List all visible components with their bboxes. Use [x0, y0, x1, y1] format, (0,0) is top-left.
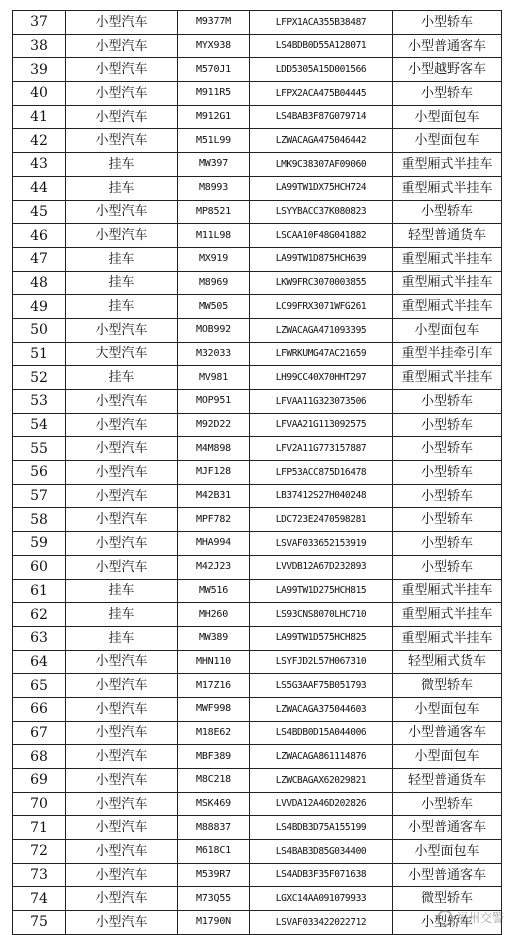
vehicle-type: 挂车: [66, 271, 178, 295]
table-row: [13, 674, 502, 698]
vin-number: LSYYBACC37K080823: [250, 200, 393, 224]
vehicle-type: 小型汽车: [66, 721, 178, 745]
row-number: 51: [13, 342, 66, 366]
vin-number: LZWCBAGAX62029821: [250, 769, 393, 793]
table-row: [13, 911, 502, 935]
plate-number: M1790N: [178, 911, 250, 935]
vehicle-model: 小型普通客车: [393, 863, 502, 887]
plate-number: MOP951: [178, 390, 250, 414]
row-number: 73: [13, 863, 66, 887]
vehicle-type: 小型汽车: [66, 863, 178, 887]
vehicle-type: 小型汽车: [66, 697, 178, 721]
vehicle-type: 小型汽车: [66, 745, 178, 769]
plate-number: M9377M: [178, 11, 250, 35]
row-number: 49: [13, 295, 66, 319]
vin-number: LVVDB12A67D232893: [250, 555, 393, 579]
vehicle-model: 小型轿车: [393, 200, 502, 224]
table-row: [13, 153, 502, 177]
vehicle-model: 重型厢式半挂车: [393, 579, 502, 603]
vehicle-model: 重型厢式半挂车: [393, 247, 502, 271]
plate-number: M539R7: [178, 863, 250, 887]
row-number: 43: [13, 153, 66, 177]
plate-number: MHN110: [178, 650, 250, 674]
table-row: [13, 247, 502, 271]
vehicle-model: 小型轿车: [393, 792, 502, 816]
vehicle-type: 大型汽车: [66, 342, 178, 366]
row-number: 44: [13, 176, 66, 200]
vehicle-type: 小型汽车: [66, 318, 178, 342]
vehicle-model: 小型面包车: [393, 105, 502, 129]
vehicle-model: 轻型厢式货车: [393, 650, 502, 674]
vin-number: LS4BDB0D15A044006: [250, 721, 393, 745]
vehicle-type: 小型汽车: [66, 461, 178, 485]
row-number: 41: [13, 105, 66, 129]
vin-number: LSCAA10F48G041882: [250, 224, 393, 248]
vin-number: LVVDA12A46D202826: [250, 792, 393, 816]
row-number: 58: [13, 508, 66, 532]
row-number: 42: [13, 129, 66, 153]
vin-number: LZWACAGA471093395: [250, 318, 393, 342]
vehicle-model: 重型厢式半挂车: [393, 603, 502, 627]
table-row: [13, 200, 502, 224]
vehicle-type: 小型汽车: [66, 34, 178, 58]
plate-number: M8993: [178, 176, 250, 200]
weibo-icon: [437, 910, 453, 926]
vehicle-type: 小型汽车: [66, 887, 178, 911]
vehicle-type: 小型汽车: [66, 532, 178, 556]
vehicle-type: 小型汽车: [66, 816, 178, 840]
table-row: [13, 508, 502, 532]
plate-number: M570J1: [178, 58, 250, 82]
vin-number: LMK9C38307AF09060: [250, 153, 393, 177]
row-number: 46: [13, 224, 66, 248]
vehicle-model: 重型厢式半挂车: [393, 626, 502, 650]
plate-number: M32033: [178, 342, 250, 366]
table-row: [13, 318, 502, 342]
vehicle-type: 挂车: [66, 366, 178, 390]
vehicle-type: 小型汽车: [66, 105, 178, 129]
vehicle-model: 轻型普通货车: [393, 224, 502, 248]
row-number: 64: [13, 650, 66, 674]
row-number: 74: [13, 887, 66, 911]
vehicle-model: 重型厢式半挂车: [393, 153, 502, 177]
vehicle-type: 小型汽车: [66, 129, 178, 153]
table-row: [13, 34, 502, 58]
table-row: [13, 650, 502, 674]
vin-number: LFV2A11G773157887: [250, 437, 393, 461]
plate-number: MP8521: [178, 200, 250, 224]
vin-number: LC99FRX3071WFG261: [250, 295, 393, 319]
table-row: [13, 82, 502, 106]
row-number: 66: [13, 697, 66, 721]
row-number: 75: [13, 911, 66, 935]
vin-number: LZWACAGA375044603: [250, 697, 393, 721]
table-row: [13, 461, 502, 485]
plate-number: M88837: [178, 816, 250, 840]
plate-number: M4M898: [178, 437, 250, 461]
vin-number: LS4BAB3D85G034400: [250, 840, 393, 864]
vin-number: LDD5305A15D001566: [250, 58, 393, 82]
vin-number: LA99TW1DX75HCH724: [250, 176, 393, 200]
vehicle-type: 小型汽车: [66, 792, 178, 816]
vehicle-type: 小型汽车: [66, 484, 178, 508]
table-row: [13, 887, 502, 911]
plate-number: MW516: [178, 579, 250, 603]
vehicle-model: 微型轿车: [393, 887, 502, 911]
table-row: [13, 176, 502, 200]
vehicle-type: 小型汽车: [66, 674, 178, 698]
table-row: [13, 863, 502, 887]
document-page: [12, 10, 502, 935]
vehicle-type: 小型汽车: [66, 11, 178, 35]
vehicle-model: 小型轿车: [393, 413, 502, 437]
vehicle-type: 小型汽车: [66, 413, 178, 437]
table-row: [13, 129, 502, 153]
row-number: 59: [13, 532, 66, 556]
vehicle-model: 小型面包车: [393, 697, 502, 721]
vin-number: LSVAF033652153919: [250, 532, 393, 556]
vin-number: LA99TW1D275HCH815: [250, 579, 393, 603]
vehicle-type: 挂车: [66, 247, 178, 271]
vehicle-type: 小型汽车: [66, 555, 178, 579]
vin-number: LZWACAGA861114876: [250, 745, 393, 769]
vehicle-model: 轻型普通货车: [393, 769, 502, 793]
plate-number: M8969: [178, 271, 250, 295]
vehicle-model: 重型半挂牵引车: [393, 342, 502, 366]
plate-number: MW505: [178, 295, 250, 319]
table-row: [13, 271, 502, 295]
row-number: 65: [13, 674, 66, 698]
vehicle-table-body: [13, 11, 502, 935]
vehicle-type: 小型汽车: [66, 82, 178, 106]
vehicle-type: 挂车: [66, 626, 178, 650]
row-number: 37: [13, 11, 66, 35]
row-number: 71: [13, 816, 66, 840]
plate-number: MX919: [178, 247, 250, 271]
plate-number: M51L99: [178, 129, 250, 153]
vehicle-type: 小型汽车: [66, 840, 178, 864]
plate-number: MOB992: [178, 318, 250, 342]
row-number: 39: [13, 58, 66, 82]
vin-number: LA99TW1D575HCH825: [250, 626, 393, 650]
watermark: [437, 909, 504, 926]
table-row: [13, 579, 502, 603]
row-number: 63: [13, 626, 66, 650]
vehicle-model: 重型厢式半挂车: [393, 366, 502, 390]
row-number: 67: [13, 721, 66, 745]
table-row: [13, 697, 502, 721]
vin-number: LS93CNS8070LHC710: [250, 603, 393, 627]
plate-number: M42B31: [178, 484, 250, 508]
table-row: [13, 626, 502, 650]
vehicle-type: 挂车: [66, 176, 178, 200]
vehicle-model: 小型轿车: [393, 437, 502, 461]
vin-number: LB37412S27H040248: [250, 484, 393, 508]
plate-number: M911R5: [178, 82, 250, 106]
vehicle-model: 重型厢式半挂车: [393, 271, 502, 295]
vehicle-model: 小型面包车: [393, 318, 502, 342]
table-row: [13, 555, 502, 579]
vehicle-type: 挂车: [66, 295, 178, 319]
row-number: 50: [13, 318, 66, 342]
plate-number: MW389: [178, 626, 250, 650]
vin-number: LSYFJD2L57H067310: [250, 650, 393, 674]
table-row: [13, 745, 502, 769]
vehicle-model: 小型轿车: [393, 484, 502, 508]
plate-number: MSK469: [178, 792, 250, 816]
row-number: 62: [13, 603, 66, 627]
table-row: [13, 721, 502, 745]
plate-number: M42J23: [178, 555, 250, 579]
table-row: [13, 11, 502, 35]
vehicle-type: 小型汽车: [66, 58, 178, 82]
vehicle-type: 小型汽车: [66, 390, 178, 414]
row-number: 60: [13, 555, 66, 579]
row-number: 61: [13, 579, 66, 603]
vin-number: LS5G3AAF75B051793: [250, 674, 393, 698]
plate-number: MH260: [178, 603, 250, 627]
vehicle-model: 小型轿车: [393, 82, 502, 106]
vehicle-model: 小型轿车: [393, 555, 502, 579]
row-number: 69: [13, 769, 66, 793]
plate-number: M18E62: [178, 721, 250, 745]
table-row: [13, 413, 502, 437]
vehicle-model: 小型轿车: [393, 390, 502, 414]
vin-number: LA99TW1D875HCH639: [250, 247, 393, 271]
table-row: [13, 295, 502, 319]
vehicle-type: 小型汽车: [66, 224, 178, 248]
plate-number: MV981: [178, 366, 250, 390]
vin-number: LFVAA11G323073506: [250, 390, 393, 414]
vehicle-model: 重型厢式半挂车: [393, 176, 502, 200]
vehicle-model: 小型面包车: [393, 745, 502, 769]
vehicle-type: 挂车: [66, 603, 178, 627]
table-row: [13, 342, 502, 366]
vin-number: LFPX2ACA475B04445: [250, 82, 393, 106]
table-row: [13, 366, 502, 390]
vehicle-model: 小型轿车: [393, 508, 502, 532]
vin-number: LDC723E2470598281: [250, 508, 393, 532]
table-row: [13, 603, 502, 627]
table-row: [13, 224, 502, 248]
row-number: 56: [13, 461, 66, 485]
row-number: 54: [13, 413, 66, 437]
vin-number: LSVAF033422022712: [250, 911, 393, 935]
row-number: 70: [13, 792, 66, 816]
vehicle-model: 小型面包车: [393, 840, 502, 864]
table-row: [13, 840, 502, 864]
plate-number: MPF782: [178, 508, 250, 532]
plate-number: MWF998: [178, 697, 250, 721]
vin-number: LKW9FRC3070003855: [250, 271, 393, 295]
table-row: [13, 390, 502, 414]
vehicle-type: 小型汽车: [66, 911, 178, 935]
vin-number: LH99CC40X70HHT297: [250, 366, 393, 390]
plate-number: M11L98: [178, 224, 250, 248]
vehicle-model: 重型厢式半挂车: [393, 295, 502, 319]
vehicle-model: 小型轿车: [393, 461, 502, 485]
row-number: 45: [13, 200, 66, 224]
plate-number: M618C1: [178, 840, 250, 864]
vehicle-table: [12, 10, 502, 935]
plate-number: M8C218: [178, 769, 250, 793]
vehicle-model: 小型轿车: [393, 911, 502, 935]
plate-number: MBF389: [178, 745, 250, 769]
vin-number: LS4BDB0D55A128071: [250, 34, 393, 58]
plate-number: MYX938: [178, 34, 250, 58]
vehicle-model: 小型面包车: [393, 129, 502, 153]
vin-number: LFWRKUMG47AC21659: [250, 342, 393, 366]
plate-number: M73Q55: [178, 887, 250, 911]
vehicle-type: 小型汽车: [66, 200, 178, 224]
vehicle-type: 小型汽车: [66, 650, 178, 674]
watermark-text: 福州交警: [455, 911, 504, 925]
table-row: [13, 58, 502, 82]
vin-number: LGXC14AA091079933: [250, 887, 393, 911]
table-row: [13, 792, 502, 816]
plate-number: MHA994: [178, 532, 250, 556]
vin-number: LS4BAB3F87G079714: [250, 105, 393, 129]
plate-number: MJF128: [178, 461, 250, 485]
row-number: 47: [13, 247, 66, 271]
plate-number: M92D22: [178, 413, 250, 437]
row-number: 57: [13, 484, 66, 508]
vehicle-model: 微型轿车: [393, 674, 502, 698]
vehicle-type: 小型汽车: [66, 769, 178, 793]
vehicle-model: 小型普通客车: [393, 816, 502, 840]
vehicle-type: 小型汽车: [66, 508, 178, 532]
row-number: 55: [13, 437, 66, 461]
row-number: 52: [13, 366, 66, 390]
row-number: 48: [13, 271, 66, 295]
table-row: [13, 532, 502, 556]
vehicle-model: 小型越野客车: [393, 58, 502, 82]
row-number: 40: [13, 82, 66, 106]
vehicle-model: 小型普通客车: [393, 721, 502, 745]
vin-number: LS4ADB3F35F071638: [250, 863, 393, 887]
table-row: [13, 437, 502, 461]
table-row: [13, 105, 502, 129]
table-row: [13, 816, 502, 840]
plate-number: MW397: [178, 153, 250, 177]
vehicle-model: 小型轿车: [393, 532, 502, 556]
plate-number: M912G1: [178, 105, 250, 129]
vin-number: LFVAA21G113092575: [250, 413, 393, 437]
row-number: 53: [13, 390, 66, 414]
vin-number: LZWACAGA475046442: [250, 129, 393, 153]
vin-number: LS4BDB3D75A155199: [250, 816, 393, 840]
table-row: [13, 484, 502, 508]
table-row: [13, 769, 502, 793]
vehicle-type: 小型汽车: [66, 437, 178, 461]
vehicle-type: 挂车: [66, 579, 178, 603]
vehicle-model: 小型轿车: [393, 11, 502, 35]
plate-number: M17Z16: [178, 674, 250, 698]
row-number: 68: [13, 745, 66, 769]
vehicle-model: 小型普通客车: [393, 34, 502, 58]
vin-number: LFP53ACC875D16478: [250, 461, 393, 485]
row-number: 38: [13, 34, 66, 58]
vin-number: LFPX1ACA355B38487: [250, 11, 393, 35]
vehicle-type: 挂车: [66, 153, 178, 177]
row-number: 72: [13, 840, 66, 864]
